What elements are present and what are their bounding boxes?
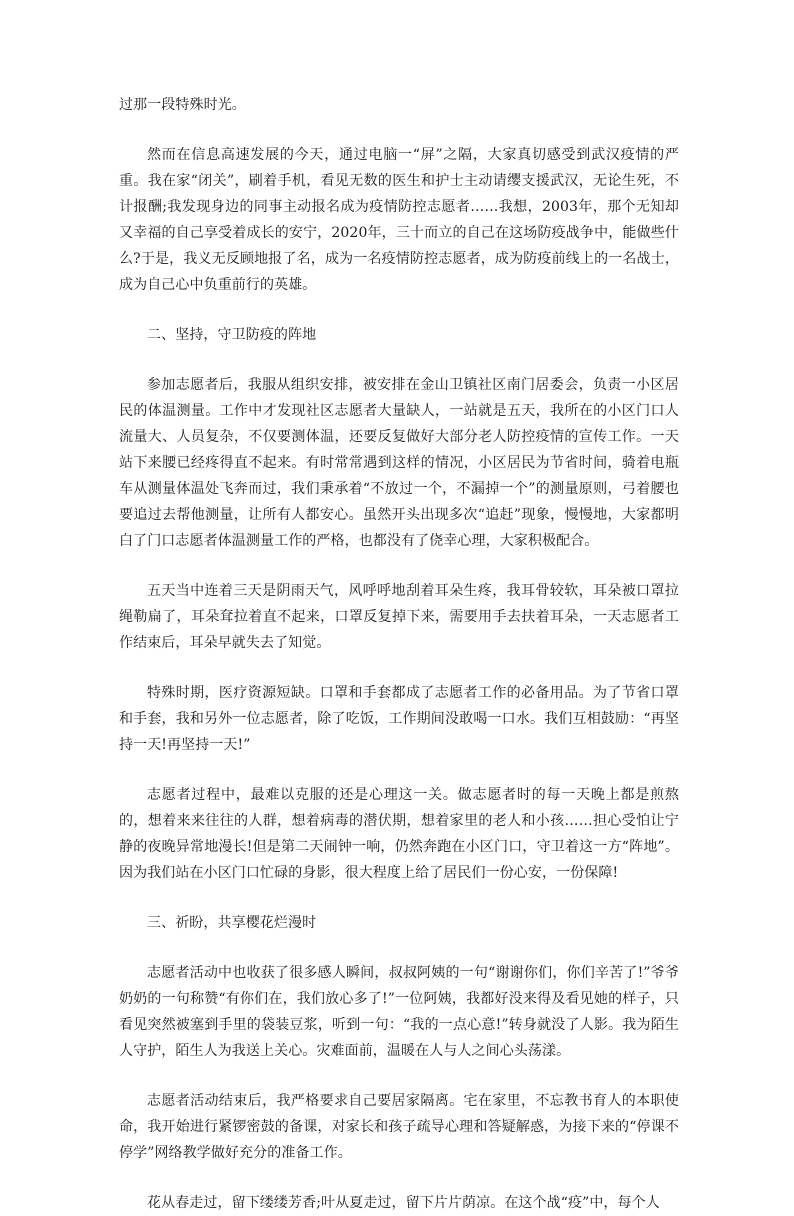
paragraph-body: 花从春走过，留下缕缕芳香;叶从夏走过，留下片片荫凉。在这个战“疫”中，每个人 [147,1195,660,1211]
section-heading: 三、祈盼，共享樱花烂漫时 [147,915,317,931]
document-body [119,92,679,1216]
section-heading: 二、坚持，守卫防疫的阵地 [147,327,317,343]
paragraph-body: 参加志愿者后，我服从组织安排，被安排在金山卫镇社区南门居委会，负责一小区居民的体温测量。工作中才发现社区志愿者大量缺人，一站就是五天，我所在的小区门口人流量大、人员复杂，不仅要测体温，还要反复做好大部分老人防控疫情的宣传工作。一天站下来腰已经疼得直不起来。有时常常遇到这样的情况，小区居民为节省时间，骑着电瓶车从测量体温处飞奔而过，我们秉承着“不放过一个，不漏掉一个”的测量原则，弓着腰也要追过去帮他测量，让所有人都安心。虽然开头出现多次“追赶”现象，慢慢地，大家都明白了门口志愿者体温测量工作的严格，也都没有了侥幸心理，大家积极配合。 [119,377,679,549]
paragraph-body: 五天当中连着三天是阴雨天气，风呼呼地刮着耳朵生疼，我耳骨较软，耳朵被口罩拉绳勒扁了，耳朵耷拉着直不起来，口罩反复掉下来，需要用手去扶着耳朵，一天志愿者工作结束后，耳朵早就失去了知觉。 [119,583,679,651]
paragraph-body: 志愿者过程中，最难以克服的还是心理这一关。做志愿者时的每一天晚上都是煎熬的，想着来来往往的人群，想着病毒的潜伏期，想着家里的老人和小孩……担心受怕让宁静的夜晚异常地漫长!但是第二天闹钟一响，仍然奔跑在小区门口，守卫着这一方“阵地”。因为我们站在小区门口忙碌的身影，很大程度上给了居民们一份心安，一份保障! [119,787,679,881]
paragraph-body: 特殊时期，医疗资源短缺。口罩和手套都成了志愿者工作的必备用品。为了节省口罩和手套，我和另外一位志愿者，除了吃饭，工作期间没敢喝一口水。我们互相鼓励：“再坚持一天!再坚持一天!” [119,685,679,753]
paragraph-body: 然而在信息高速发展的今天，通过电脑一“屏”之隔，大家真切感受到武汉疫情的严重。我在家“闭关”，刷着手机，看见无数的医生和护士主动请缨支援武汉，无论生死，不计报酬;我发现身边的同事主动报名成为疫情防控志愿者……我想，2003年，那个无知却又幸福的自己享受着成长的安宁，2020年，三十而立的自己在这场防疫战争中，能做些什么?于是，我义无反顾地报了名，成为一名疫情防控志愿者，成为防疫前线上的一名战士，成为自己心中负重前行的英雄。 [119,147,679,293]
paragraph-body: 志愿者活动中也收获了很多感人瞬间，叔叔阿姨的一句“谢谢你们，你们辛苦了!”爷爷奶奶的一句称赞“有你们在，我们放心多了!”一位阿姨，我都好没来得及看见她的样子，只看见突然被塞到手里的袋装豆浆，听到一句：“我的一点心意!”转身就没了人影。我为陌生人守护，陌生人为我送上关心。灾难面前，温暖在人与人之间心头荡漾。 [119,965,679,1059]
paragraph-body: 志愿者活动结束后，我严格要求自己要居家隔离。宅在家里，不忘教书育人的本职使命，我开始进行紧锣密鼓的备课，对家长和孩子疏导心理和答疑解惑，为接下来的“停课不停学”网络教学做好充分的准备工作。 [119,1093,679,1161]
paragraph-continuation: 过那一段特殊时光。 [119,97,246,113]
